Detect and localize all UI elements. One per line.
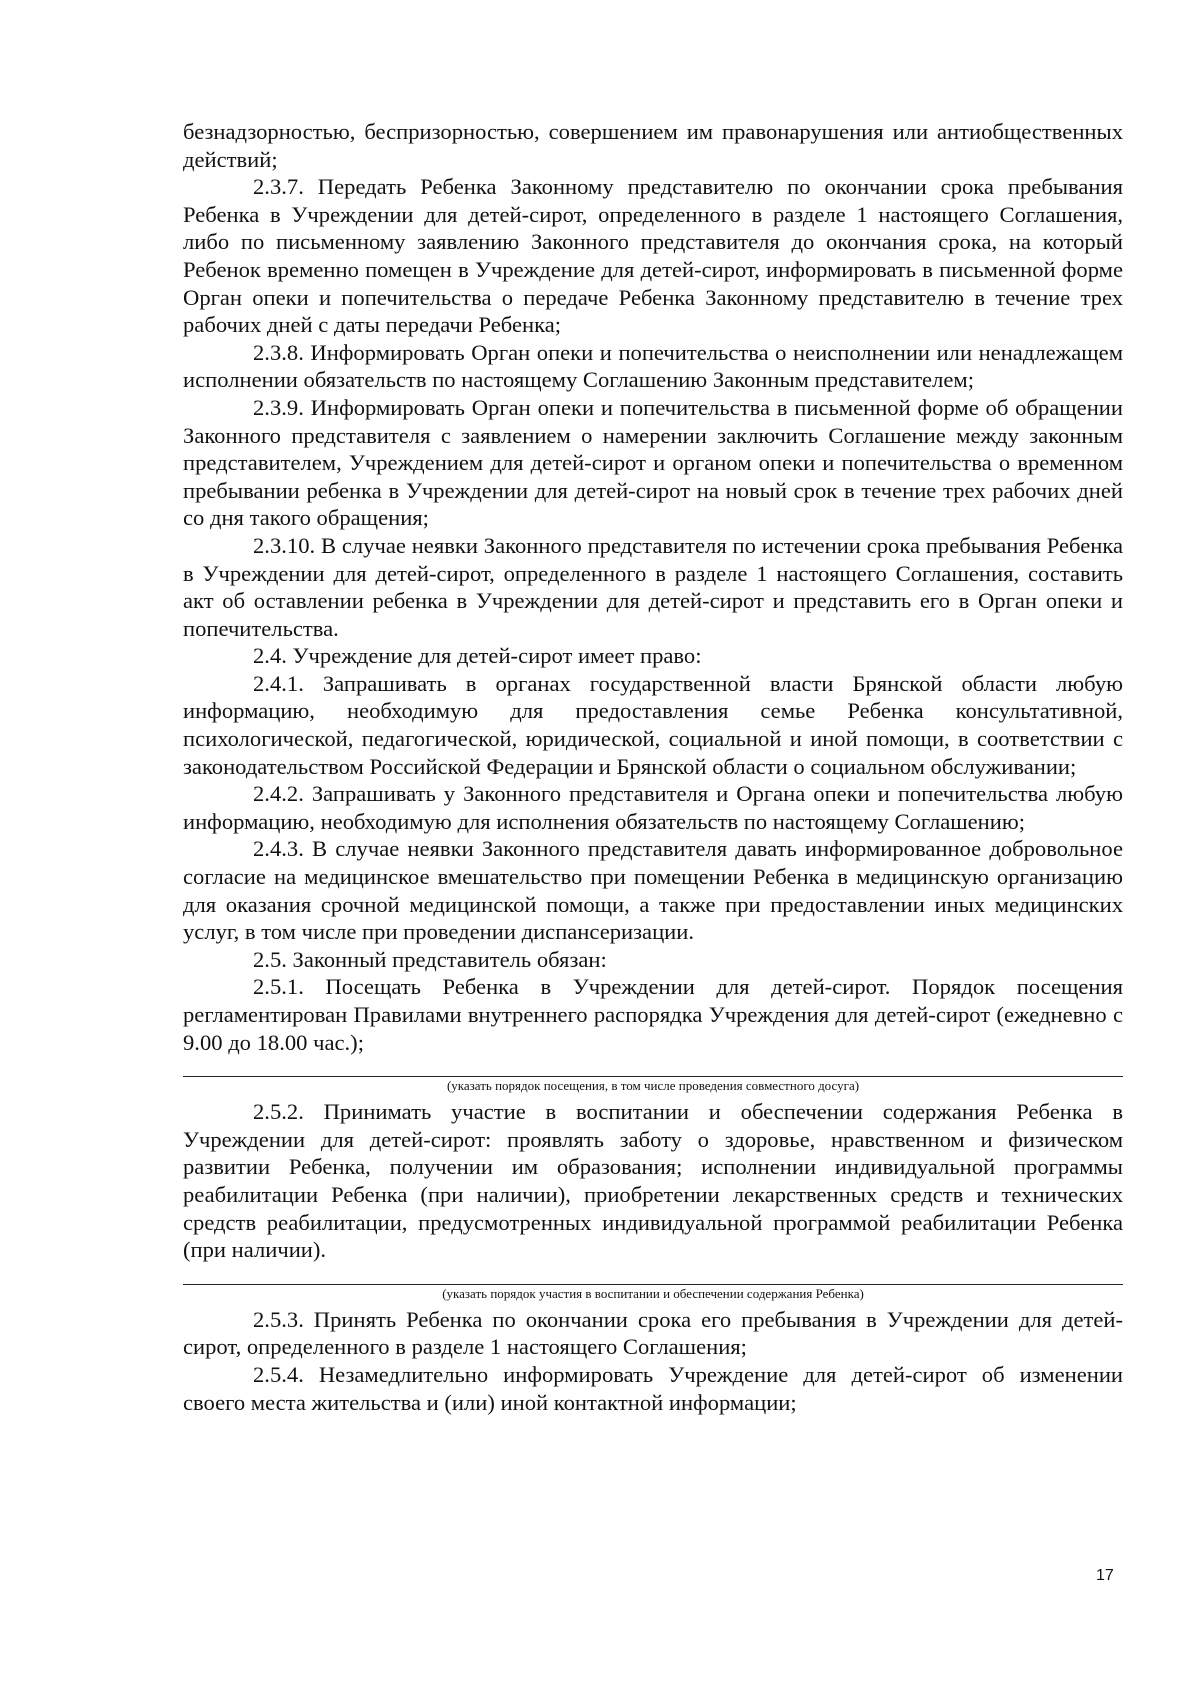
caption-upbringing: (указать порядок участия в воспитании и обеспечении содержания Ребенка) — [442, 1285, 864, 1301]
paragraph-2-4: 2.4. Учреждение для детей-сирот имеет право: — [253, 643, 702, 669]
paragraph-2-3-10: 2.3.10. В случае неявки Законного представителя по истечении срока пребывания Ребенка в Учреждении для детей-сирот, определенного в разделе 1 настоящего Соглашения, составить акт об оставлении ребенка в Учреждении для детей-сирот и представить его в Орган опеки и попечительства. — [183, 532, 1123, 641]
caption-visits: (указать порядок посещения, в том числе проведения совместного досуга) — [446, 1078, 860, 1094]
fill-in-line-upbringing — [183, 1284, 1123, 1302]
paragraph-2-4-3: 2.4.3. В случае неявки Законного представителя давать информированное добровольное согласие на медицинское вмешательство при помещении Ребенка в медицинскую организацию для оказания срочной медицинской помощи, а также при предоставлении иных медицинских услуг, в том числе при проведении диспансеризации. — [183, 836, 1123, 945]
paragraph-2-5-4: 2.5.4. Незамедлительно информировать Учреждение для детей-сирот об изменении своего места жительства и (или) иной контактной информации; — [183, 1361, 1123, 1415]
paragraph-2-5-2: 2.5.2. Принимать участие в воспитании и обеспечении содержания Ребенка в Учреждении для детей-сирот: проявлять заботу о здоровье, нравственном и физическом развитии Ребенка, получении им образования; исполнении индивидуальной программы реабилитации Ребенка (при наличии), приобретении лекарственных средств и технических средств реабилитации, предусмотренных индивидуальной программой реабилитации Ребенка (при наличии). — [183, 1099, 1123, 1263]
paragraph-2-5-1: 2.5.1. Посещать Ребенка в Учреждении для детей-сирот. Порядок посещения регламентирован Правилами внутреннего распорядка Учреждения для детей-сирот (ежедневно с 9.00 до 18.00 час.); — [183, 974, 1123, 1055]
paragraph-2-3-9: 2.3.9. Информировать Орган опеки и попечительства в письменной форме об обращении Законного представителя с заявлением о намерении заключить Соглашение между законным представителем, Учреждением для детей-сирот и органом опеки и попечительства о временном пребывании ребенка в Учреждении для детей-сирот на новый срок в течение трех рабочих дней со дня такого обращения; — [183, 394, 1123, 531]
fill-in-line-visits — [183, 1076, 1123, 1094]
document-page — [183, 118, 1123, 1416]
paragraph-2-4-2: 2.4.2. Запрашивать у Законного представителя и Органа опеки и попечительства любую информацию, необходимую для исполнения обязательств по настоящему Соглашению; — [183, 781, 1123, 834]
paragraph-2-3-6-end: безнадзорностью, беспризорностью, совершением им правонарушения или антиобщественных действий; — [183, 119, 1123, 172]
underline-rule — [183, 1076, 1123, 1077]
page-number: 17 — [1096, 1567, 1114, 1584]
paragraph-2-5: 2.5. Законный представитель обязан: — [253, 946, 607, 972]
paragraph-2-3-7: 2.3.7. Передать Ребенка Законному представителю по окончании срока пребывания Ребенка в Учреждении для детей-сирот, определенного в разделе 1 настоящего Соглашения, либо по письменному заявлению Законного представителя до окончания срока, на который Ребенок временно помещен в Учреждение для детей-сирот, информировать в письменной форме Орган опеки и попечительства о передаче Ребенка Законному представителю в течение трех рабочих дней с даты передачи Ребенка; — [183, 174, 1123, 338]
paragraph-2-4-1: 2.4.1. Запрашивать в органах государственной власти Брянской области любую информацию, необходимую для предоставления семье Ребенка консультативной, психологической, педагогической, юридической, социальной и иной помощи, в соответствии с законодательством Российской Федерации и Брянской области о социальном обслуживании; — [183, 670, 1123, 779]
paragraph-2-5-3: 2.5.3. Принять Ребенка по окончании срока его пребывания в Учреждении для детей-сирот, определенного в разделе 1 настоящего Соглашения; — [183, 1306, 1123, 1360]
paragraph-2-3-8: 2.3.8. Информировать Орган опеки и попечительства о неисполнении или ненадлежащем исполнении обязательств по настоящему Соглашению Законным представителем; — [183, 339, 1123, 393]
underline-rule — [183, 1284, 1123, 1285]
